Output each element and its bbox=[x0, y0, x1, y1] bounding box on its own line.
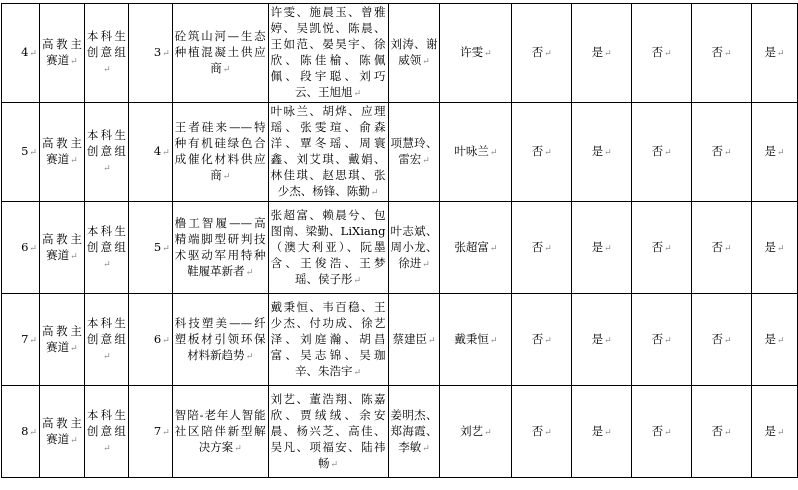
row-number: 8↵ bbox=[2, 386, 40, 478]
flag-cell-3: 否↵ bbox=[632, 294, 692, 386]
team-leader: 张超富↵ bbox=[440, 202, 512, 294]
team-leader: 叶咏兰↵ bbox=[440, 103, 512, 202]
flag-cell-3: 否↵ bbox=[632, 4, 692, 103]
project-name: 智陪-老年人智能社区陪伴新型解决方案↵ bbox=[172, 386, 268, 478]
flag-cell-2: 是↵ bbox=[572, 294, 632, 386]
advisors: 叶志斌、周小龙、徐进↵ bbox=[388, 202, 440, 294]
team-members: 戴秉恒、韦百稳、王少杰、付功成、徐艺泽、刘庭瀚、胡昌富、吴志锦、吴珈辛、朱浩宇↵ bbox=[268, 294, 388, 386]
group-cell: 本科生创意组↵ bbox=[84, 202, 128, 294]
project-table bbox=[1, 3, 798, 478]
advisors: 刘涛、谢威领↵ bbox=[388, 4, 440, 103]
team-leader: 刘艺↵ bbox=[440, 386, 512, 478]
flag-cell-3: 否↵ bbox=[632, 103, 692, 202]
flag-cell-5: 是↵ bbox=[751, 294, 797, 386]
flag-cell-5: 是↵ bbox=[751, 103, 797, 202]
flag-cell-2: 是↵ bbox=[572, 103, 632, 202]
group-cell: 本科生创意组↵ bbox=[84, 386, 128, 478]
project-index: 7↵ bbox=[128, 386, 172, 478]
team-members: 许雯、施晨玉、曾雅婷、吴凯悦、陈晨、王如范、晏昊宇、徐欣、陈佳榆、陈佩佩、段宇聪、刘巧云、王旭旭↵ bbox=[268, 4, 388, 103]
group-cell: 本科生创意组↵ bbox=[84, 4, 128, 103]
flag-cell-1: 否↵ bbox=[512, 103, 572, 202]
table-row bbox=[2, 4, 798, 103]
flag-cell-2: 是↵ bbox=[572, 386, 632, 478]
table-row bbox=[2, 386, 798, 478]
flag-cell-5: 是↵ bbox=[751, 4, 797, 103]
track-cell: 高教主赛道↵ bbox=[39, 294, 84, 386]
flag-cell-4: 否↵ bbox=[692, 4, 752, 103]
track-cell: 高教主赛道↵ bbox=[39, 386, 84, 478]
team-members: 张超富、赖晨兮、包图南、梁勤、LiXiang（澳大利亚）、阮墨含、王俊浩、王梦瑶、侯子彤↵ bbox=[268, 202, 388, 294]
group-cell: 本科生创意组↵ bbox=[84, 103, 128, 202]
team-members: 叶咏兰、胡烨、应理瑶、张雯瑄、俞森洋、覃冬瑶、周寰鑫、刘艾琪、戴娟、林佳琪、赵思琪、张少杰、杨锋、陈勤↵ bbox=[268, 103, 388, 202]
team-members: 刘艺、董浩翔、陈嘉欣、贾绒绒、余安晨、杨兴芝、高佳、吴凡、项福安、陆祎畅↵ bbox=[268, 386, 388, 478]
project-name: 砼筑山河—生态种植混凝土供应商↵ bbox=[172, 4, 268, 103]
advisors: 姜明杰、郑海霞、李敏↵ bbox=[388, 386, 440, 478]
team-leader: 戴秉恒↵ bbox=[440, 294, 512, 386]
advisors: 项慧玲、雷宏↵ bbox=[388, 103, 440, 202]
flag-cell-5: 是↵ bbox=[751, 202, 797, 294]
flag-cell-1: 否↵ bbox=[512, 294, 572, 386]
flag-cell-1: 否↵ bbox=[512, 202, 572, 294]
flag-cell-3: 否↵ bbox=[632, 386, 692, 478]
project-index: 4↵ bbox=[128, 103, 172, 202]
project-index: 3↵ bbox=[128, 4, 172, 103]
flag-cell-3: 否↵ bbox=[632, 202, 692, 294]
row-number: 6↵ bbox=[2, 202, 40, 294]
project-name: 王者硅来——特种有机硅绿色合成催化材料供应商↵ bbox=[172, 103, 268, 202]
project-name: 科技塑美——纤塑板材引领环保材料新趋势↵ bbox=[172, 294, 268, 386]
track-cell: 高教主赛道↵ bbox=[39, 202, 84, 294]
project-index: 5↵ bbox=[128, 202, 172, 294]
project-name: 橹工智履——高精端脚型研判技术驱动军用特种鞋履革新者↵ bbox=[172, 202, 268, 294]
flag-cell-1: 否↵ bbox=[512, 386, 572, 478]
project-index: 6↵ bbox=[128, 294, 172, 386]
flag-cell-5: 是↵ bbox=[751, 386, 797, 478]
flag-cell-4: 否↵ bbox=[692, 103, 752, 202]
table-row bbox=[2, 103, 798, 202]
flag-cell-4: 否↵ bbox=[692, 294, 752, 386]
row-number: 4↵ bbox=[2, 4, 40, 103]
advisors: 蔡建臣↵ bbox=[388, 294, 440, 386]
row-number: 7↵ bbox=[2, 294, 40, 386]
flag-cell-4: 否↵ bbox=[692, 202, 752, 294]
flag-cell-2: 是↵ bbox=[572, 4, 632, 103]
track-cell: 高教主赛道↵ bbox=[39, 4, 84, 103]
team-leader: 许雯↵ bbox=[440, 4, 512, 103]
group-cell: 本科生创意组↵ bbox=[84, 294, 128, 386]
flag-cell-1: 否↵ bbox=[512, 4, 572, 103]
row-number: 5↵ bbox=[2, 103, 40, 202]
table-row bbox=[2, 202, 798, 294]
flag-cell-2: 是↵ bbox=[572, 202, 632, 294]
flag-cell-4: 否↵ bbox=[692, 386, 752, 478]
table-row bbox=[2, 294, 798, 386]
track-cell: 高教主赛道↵ bbox=[39, 103, 84, 202]
